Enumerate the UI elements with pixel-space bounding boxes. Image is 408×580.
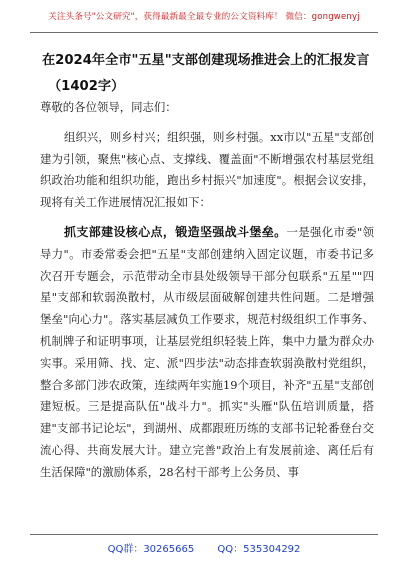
- section-body: 一是强化市委"领导力"。市委常委会把"五星"支部创建纳入固定议题，市委书记多次召开专题会，示范带动全市县处级领导干部分包联系"五星""四星"支部和软弱涣散村，从市级层面破解创建共性问题。二是增强堡垒"向心力"。落实基层减负工作要求，规范村级组织工作事务、机制牌子和证明事项，让基层党组织轻装上阵，集中力量为群众办实事。采用筛、找、定、派"四步法"动态排查软弱涣散村党组织，整合多部门涉农政策，连续两年实施19个项目，补齐"五星"支部创建短板。三是提高队伍"战斗力"。抓实"头雁"队伍培训质量，搭建"支部书记论坛"，到湖州、成都跟班历练的支部书记轮番登台交流心得、共商发展大计。建立完善"政治上有发展前途、离任后有生活保障"的激励体系，28名村干部考上公务员、事: [40, 224, 374, 479]
- footer-qq-group: QQ群：30265665: [107, 544, 195, 555]
- paragraph-section-1: [40, 222, 374, 484]
- title-line-1: 在2024年全市"五星"支部创建现场推进会上的汇报发言: [42, 53, 370, 68]
- section-heading: 抓支部建设核心点，锻造坚强战斗堡垒。: [64, 224, 287, 239]
- bottom-divider: [30, 534, 378, 535]
- footer-qq: QQ：535304292: [217, 544, 301, 555]
- top-divider: [30, 32, 378, 33]
- paragraph-intro: 组织兴，则乡村兴；组织强，则乡村强。xx市以"五星"支部创建为引领，聚焦"核心点、支撑线、覆盖面"不断增强农村基层党组织政治功能和组织功能，跑出乡村振兴"加速度"。根据会议安排，现将有关工作进展情况汇报如下：: [40, 129, 374, 210]
- salutation: 尊敬的各位领导，同志们：: [40, 100, 177, 114]
- document-body: [40, 97, 374, 484]
- document-title: [42, 48, 374, 100]
- title-line-2: （1402字）: [48, 79, 125, 94]
- header-note: 关注头条号"公文研究"，获得最新最全最专业的公文资料库！ 微信：gongwenyj: [48, 12, 360, 22]
- footer-contacts: [0, 540, 408, 555]
